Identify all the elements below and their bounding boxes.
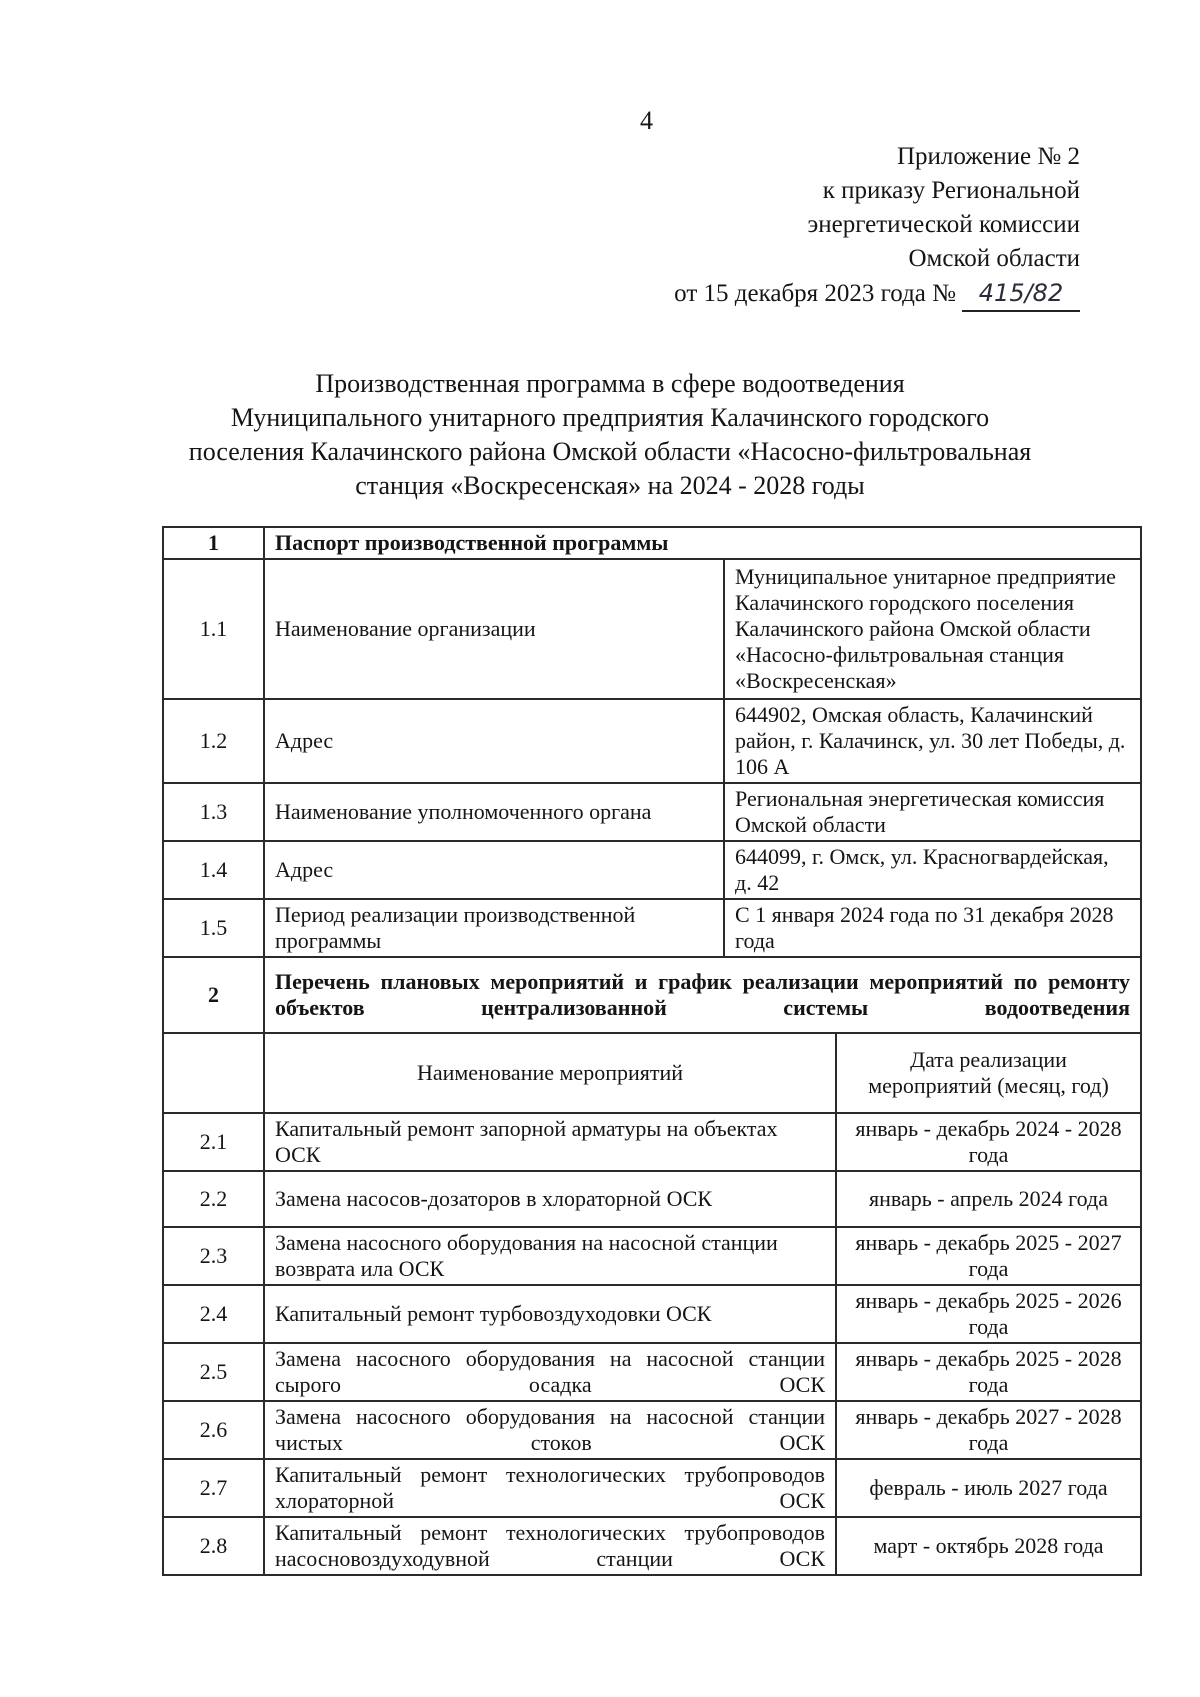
activity-name: Замена насосного оборудования на насосной станции возврата ила ОСК [264,1227,836,1285]
row-label: Адрес [264,841,724,899]
appendix-line: к приказу Региональной [822,177,1080,204]
appendix-line: энергетической комиссии [807,211,1080,238]
activity-date: январь - декабрь 2024 - 2028 года [836,1113,1141,1171]
appendix-line: Омской области [908,245,1080,272]
title-line: станция «Воскресенская» на 2024 - 2028 годы [355,471,865,500]
activity-date: январь - декабрь 2027 - 2028 года [836,1401,1141,1459]
row-value: 644902, Омская область, Калачинский район, г. Калачинск, ул. 30 лет Победы, д. 106 А [724,699,1141,783]
row-value: 644099, г. Омск, ул. Красногвардейская, д. 42 [724,841,1141,899]
table-row [163,1343,1141,1401]
table-row [163,1171,1141,1227]
activity-date: январь - декабрь 2025 - 2026 года [836,1285,1141,1343]
document-title [160,367,1060,503]
row-label: Наименование организации [264,559,724,699]
row-number: 2.7 [163,1459,264,1517]
activity-date: январь - апрель 2024 года [836,1171,1141,1227]
table-row [163,1285,1141,1343]
row-number: 1.3 [163,783,264,841]
row-number: 2.2 [163,1171,264,1227]
table-row [163,559,1141,699]
row-number: 2.3 [163,1227,264,1285]
handwritten-order-number: 415/82 [962,276,1080,312]
table-row [163,1401,1141,1459]
section-number: 2 [163,957,264,1033]
appendix-line: Приложение № 2 [896,143,1080,170]
page-number: 4 [640,106,653,135]
table-row [163,1227,1141,1285]
table-row [163,1459,1141,1517]
section-heading: Паспорт производственной программы [264,527,1141,559]
title-line: поселения Калачинского района Омской области «Насосно-фильтровальная [188,437,1032,466]
activity-name: Замена насосов-дозаторов в хлораторной ОСК [264,1171,836,1227]
table-row [163,1113,1141,1171]
row-number: 2.5 [163,1343,264,1401]
activity-date: январь - декабрь 2025 - 2028 года [836,1343,1141,1401]
row-label: Наименование уполномоченного органа [264,783,724,841]
row-number: 1.1 [163,559,264,699]
column-header-name: Наименование мероприятий [264,1033,836,1113]
activity-date: февраль - июль 2027 года [836,1459,1141,1517]
row-label: Период реализации производственной программы [264,899,724,957]
activity-date: январь - декабрь 2025 - 2027 года [836,1227,1141,1285]
empty-cell [163,1033,264,1113]
row-number: 2.1 [163,1113,264,1171]
activity-date: март - октябрь 2028 года [836,1517,1141,1575]
activity-name: Капитальный ремонт турбовоздуходовки ОСК [264,1285,836,1343]
table-row [163,1517,1141,1575]
appendix-header [520,140,1080,312]
column-header-date: Дата реализации мероприятий (месяц, год) [836,1033,1141,1113]
row-label: Адрес [264,699,724,783]
row-number: 2.4 [163,1285,264,1343]
row-value: Региональная энергетическая комиссия Омской области [724,783,1141,841]
appendix-date-line [520,276,1080,312]
activity-name: Капитальный ремонт технологических трубопроводов хлораторной ОСК [264,1459,836,1517]
table-row [163,699,1141,783]
activity-name: Капитальный ремонт технологических трубопроводов насосновоздуходувной станции ОСК [264,1517,836,1575]
activity-name: Замена насосного оборудования на насосной станции чистых стоков ОСК [264,1401,836,1459]
activity-name: Замена насосного оборудования на насосной станции сырого осадка ОСК [264,1343,836,1401]
activity-name: Капитальный ремонт запорной арматуры на объектах ОСК [264,1113,836,1171]
appendix-date: от 15 декабря 2023 года № [674,280,956,307]
row-value: Муниципальное унитарное предприятие Калачинского городского поселения Калачинского района Омской области «Насосно-фильтровальная станция «Воскресенская» [724,559,1141,699]
column-header-row [163,1033,1141,1113]
table-row [163,841,1141,899]
program-table [162,526,1142,1576]
table-row [163,783,1141,841]
section-number: 1 [163,527,264,559]
row-value: С 1 января 2024 года по 31 декабря 2028 года [724,899,1141,957]
row-number: 2.8 [163,1517,264,1575]
row-number: 1.2 [163,699,264,783]
row-number: 2.6 [163,1401,264,1459]
row-number: 1.4 [163,841,264,899]
section-heading: Перечень плановых мероприятий и график реализации мероприятий по ремонту объектов централизованной системы водоотведения [264,957,1141,1033]
row-number: 1.5 [163,899,264,957]
table-row [163,899,1141,957]
title-line: Производственная программа в сфере водоотведения [315,369,905,398]
section2-header-row [163,957,1141,1033]
section1-header-row [163,527,1141,559]
title-line: Муниципального унитарного предприятия Калачинского городского [230,403,990,432]
